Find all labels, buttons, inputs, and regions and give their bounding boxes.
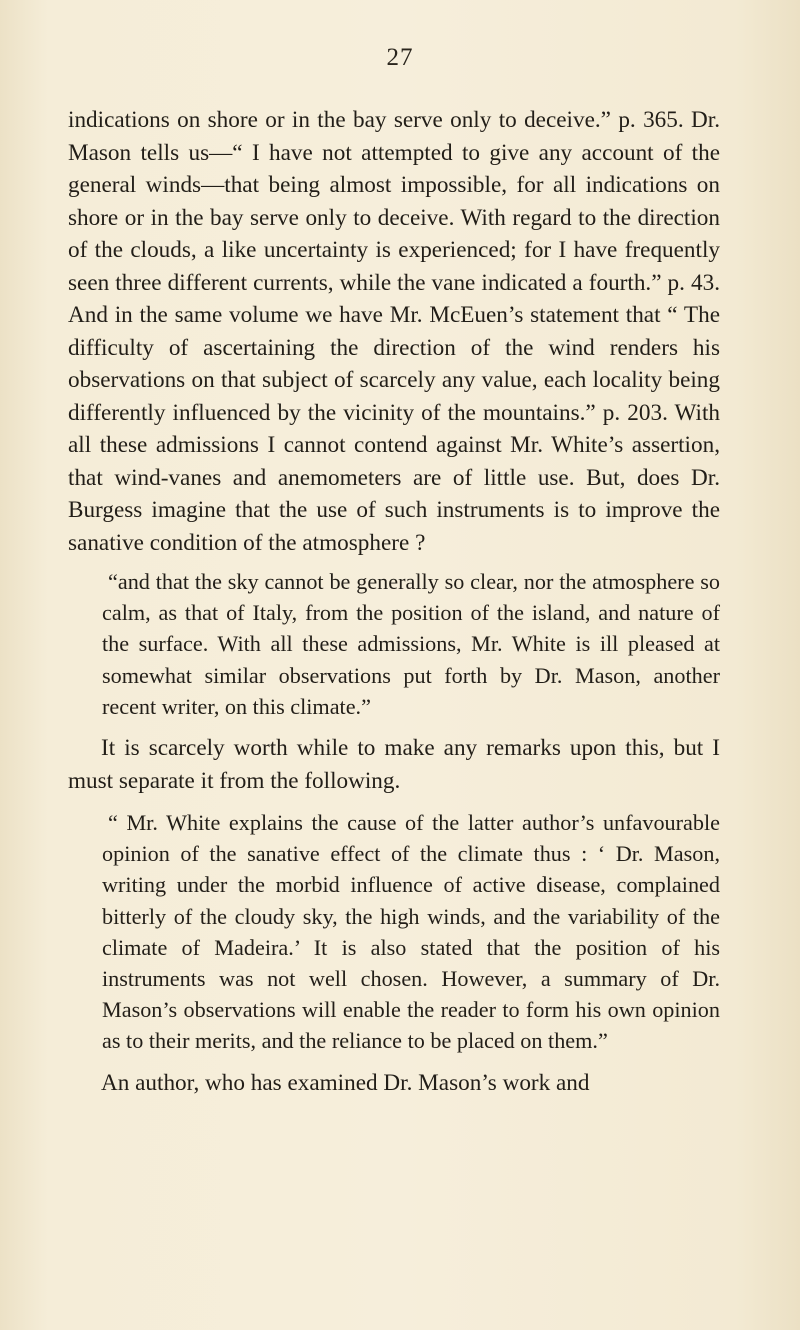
quoted-passage-mason: “ Mr. White explains the cause of the latter author’s unfavourable opinion of the sanative effect of the climate thus : ‘ Dr. Mason, writing under the morbid influence of active disease, complained bitterly of the cloudy sky, the high winds, and the variability of the climate of Madeira.’ It is also stated that the position of his instruments was not well chosen. However, a summary of Dr. Mason’s observations will enable the reader to form his own opinion as to their merits, and the reliance to be placed on them.” [102, 810, 720, 1054]
page-number: 27 [386, 44, 414, 71]
paragraph-mcEuen-statement: indications on shore or in the bay serve only to deceive.” p. 365. Dr. Mason tells us—“ I have not attempted to give any account of the general winds—that being almost impossible, for all indications on shore or in the bay serve only to deceive. With regard to the direction of the clouds, a like uncertainty is experienced; for I have frequently seen three different currents, while the vane indicated a fourth.” p. 43. And in the same volume we have Mr. McEuen’s statement that “ The difficulty of ascertaining the direction of the wind renders his observations on that subject of scarcely any value, each locality being differently influenced by the vicinity of the mountains.” p. 203. With all these admissions I cannot contend against Mr. White’s assertion, that wind-vanes and anemometers are of little use. But, does Dr. Burgess imagine that the use of such instruments is to improve the sanative condition of the atmosphere ? [68, 107, 720, 556]
paragraph-remark: It is scarcely worth while to make any remarks upon this, but I must separate it from the following. [68, 735, 720, 794]
page-body [68, 104, 720, 1099]
quoted-passage-italy: “and that the sky cannot be generally so clear, nor the atmosphere so calm, as that of Italy, from the position of the island, and nature of the surface. With all these admissions, Mr. White is ill pleased at somewhat similar observations put forth by Dr. Mason, another recent writer, on this climate.” [102, 569, 720, 719]
paragraph-continuation: An author, who has examined Dr. Mason’s work and [101, 1069, 590, 1096]
